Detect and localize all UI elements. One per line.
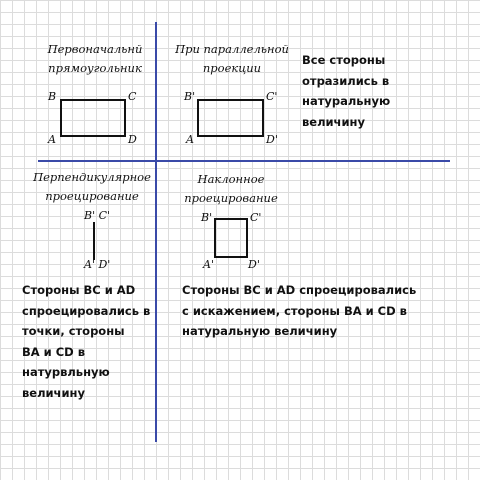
vertex-label-d-prime: D' bbox=[266, 133, 278, 146]
horizontal-divider bbox=[38, 160, 450, 162]
note-line: натуральную bbox=[302, 94, 391, 108]
note-oblique bbox=[182, 280, 416, 342]
caption-line-1: Наклонное bbox=[197, 172, 265, 186]
vertex-label-a: A bbox=[186, 133, 194, 146]
vertex-label-b-prime: B' bbox=[184, 90, 196, 103]
vertical-divider bbox=[155, 22, 157, 442]
vertex-label-a-prime: A' bbox=[203, 258, 214, 271]
vertex-label-top: B' C' bbox=[84, 209, 111, 222]
original-rectangle bbox=[60, 99, 126, 137]
note-parallel bbox=[302, 50, 390, 132]
vertex-label-bottom: A' D' bbox=[84, 258, 111, 271]
caption-line-2: проецирование bbox=[45, 189, 139, 203]
oblique-projection-rectangle bbox=[214, 218, 248, 258]
vertex-label-d-prime: D' bbox=[248, 258, 260, 271]
note-line: Стороны BC и AD bbox=[22, 283, 136, 297]
caption-line-2: проецирование bbox=[184, 191, 278, 205]
caption-original bbox=[40, 40, 150, 78]
note-line: Стороны BC и AD спроецировались bbox=[182, 283, 417, 297]
caption-parallel bbox=[170, 40, 294, 78]
caption-line-1: Первоначальнй bbox=[47, 42, 143, 56]
caption-line-1: Перпендикулярное bbox=[33, 170, 151, 184]
perpendicular-projection-line bbox=[93, 222, 95, 260]
caption-line-2: проекции bbox=[202, 61, 262, 75]
note-line: с искажением, стороны BA и CD в bbox=[182, 303, 407, 318]
note-line: Все стороны bbox=[302, 53, 386, 67]
caption-oblique bbox=[172, 170, 290, 208]
caption-line-2: прямоугольник bbox=[48, 61, 142, 75]
parallel-projection-rectangle bbox=[197, 99, 264, 137]
vertex-label-c: C bbox=[128, 90, 137, 103]
note-line: натурвльную bbox=[22, 365, 110, 379]
note-line: натуральную величину bbox=[182, 324, 338, 338]
note-perpendicular bbox=[22, 280, 150, 403]
caption-line-1: При параллельной bbox=[175, 42, 289, 56]
note-line: спроецировались в bbox=[22, 303, 151, 318]
note-line: отразились в bbox=[302, 73, 390, 88]
vertex-label-a: A bbox=[48, 133, 56, 146]
vertex-label-b-prime: B' bbox=[201, 211, 213, 224]
note-line: точки, стороны bbox=[22, 324, 125, 338]
vertex-label-d: D bbox=[128, 133, 137, 146]
vertex-label-c-prime: C' bbox=[266, 90, 278, 103]
note-line: величину bbox=[302, 114, 365, 129]
note-line: величину bbox=[22, 385, 85, 400]
note-line: BA и CD в bbox=[22, 344, 85, 359]
caption-perpendicular bbox=[30, 168, 154, 206]
vertex-label-b: B bbox=[48, 90, 57, 103]
vertex-label-c-prime: C' bbox=[250, 211, 262, 224]
